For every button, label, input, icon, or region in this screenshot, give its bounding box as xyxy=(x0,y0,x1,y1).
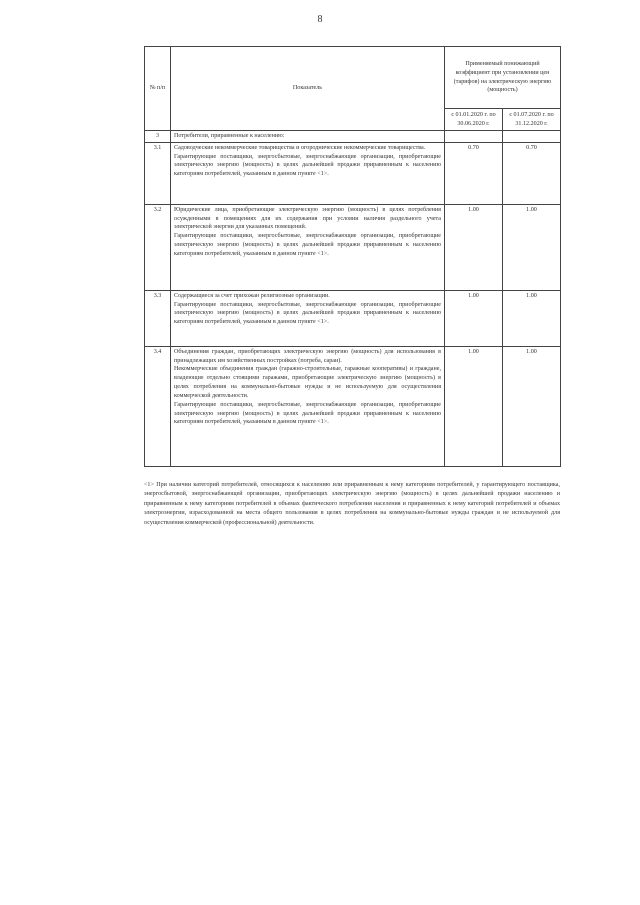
header-number-column: № п/п xyxy=(145,47,171,131)
tariff-coefficient-table xyxy=(144,46,561,467)
header-period-second-half: с 01.07.2020 г. по 31.12.2020 г. xyxy=(503,109,561,131)
coefficient-value: 1.00 xyxy=(445,290,503,346)
row-paragraph: Юридические лица, приобретающие электрическую энергию (мощность) в целях потребления осужденными в помещениях для их содержания при условии наличия раздельного учета электрической энергии для указанных помещений. xyxy=(174,206,441,231)
table-row xyxy=(145,290,561,346)
table-row xyxy=(145,346,561,466)
row-indicator xyxy=(171,142,445,204)
table-row xyxy=(145,204,561,290)
section-empty-cell xyxy=(503,131,561,143)
table-row xyxy=(145,142,561,204)
coefficient-value: 1.00 xyxy=(503,204,561,290)
header-period-first-half: с 01.01.2020 г. по 30.06.2020 г. xyxy=(445,109,503,131)
row-number: 3.1 xyxy=(145,142,171,204)
coefficient-value: 1.00 xyxy=(445,204,503,290)
coefficient-value: 0.70 xyxy=(503,142,561,204)
coefficient-value: 1.00 xyxy=(445,346,503,466)
footnote: <1> При наличии категорий потребителей, относящихся к населению или приравненным к нему категориям потребителей, у гарантирующего поставщика, энергосбытовой, энергоснабжающей организации, приобретающих электрическую энергию (мощность) в целях дальнейшей продажи населению и приравненным к нему категориям потребителей в объемах фактического потребления населения и приравненных к нему категорий потребителей и объемах электроэнергии, израсходованной на места общего пользования в целях потребления на коммунально-бытовые нужды граждан и не используемой для осуществления коммерческой (профессиональной) деятельности. xyxy=(144,482,560,526)
row-paragraph: Гарантирующие поставщики, энергосбытовые, энергоснабжающие организации, приобретающие электрическую энергию (мощность) в целях дальнейшей продажи приравненным к населению категориям потребителей, указанным в данном пункте <1>. xyxy=(174,401,441,426)
row-number: 3.4 xyxy=(145,346,171,466)
page-number: 8 xyxy=(317,14,323,25)
row-number: 3.3 xyxy=(145,290,171,346)
coefficient-value: 0.70 xyxy=(445,142,503,204)
row-indicator xyxy=(171,346,445,466)
section-title: Потребители, приравненные к населению: xyxy=(171,131,445,143)
section-number: 3 xyxy=(145,131,171,143)
row-indicator xyxy=(171,204,445,290)
row-paragraph: Содержащиеся за счет прихожан религиозные организации. xyxy=(174,292,330,299)
section-row xyxy=(145,131,561,143)
table-header-row xyxy=(145,47,561,109)
row-indicator xyxy=(171,290,445,346)
row-paragraph: Некоммерческие объединения граждан (гаражно-строительные, гаражные кооперативы) и граждане, владеющие отдельно стоящими гаражами, приобретающие электрическую энергию (мощность) в целях потребления на коммунально-бытовые нужды и не используемую для осуществления коммерческой деятельности. xyxy=(174,366,441,399)
row-number: 3.2 xyxy=(145,204,171,290)
row-paragraph: Гарантирующие поставщики, энергосбытовые, энергоснабжающие организации, приобретающие электрическую энергию (мощность) в целях дальнейшей продажи приравненным к населению категориям потребителей, указанным в данном пункте <1>. xyxy=(174,233,441,257)
row-paragraph: Садоводческие некоммерческие товарищества и огороднические некоммерческие товарищества. xyxy=(174,144,426,151)
section-empty-cell xyxy=(445,131,503,143)
row-paragraph: Гарантирующие поставщики, энергосбытовые, энергоснабжающие организации, приобретающие электрическую энергию (мощность) в целях дальнейшей продажи приравненным к населению категориям потребителей, указанным в данном пункте <1>. xyxy=(174,301,441,326)
header-coefficient-column: Применяемый понижающий коэффициент при установлении цен (тарифов) на электрическую энергию (мощность) xyxy=(445,47,561,109)
coefficient-value: 1.00 xyxy=(503,346,561,466)
header-indicator-column: Показатель xyxy=(171,47,445,131)
row-paragraph: Гарантирующие поставщики, энергосбытовые, энергоснабжающие организации, приобретающие электрическую энергию (мощность) в целях дальнейшей продажи приравненным к населению категориям потребителей, указанным в данном пункте <1>. xyxy=(174,153,441,178)
coefficient-value: 1.00 xyxy=(503,290,561,346)
row-paragraph: Объединения граждан, приобретающих электрическую энергию (мощность) для использования в принадлежащих им хозяйственных постройках (погреба, сараи). xyxy=(174,348,441,364)
